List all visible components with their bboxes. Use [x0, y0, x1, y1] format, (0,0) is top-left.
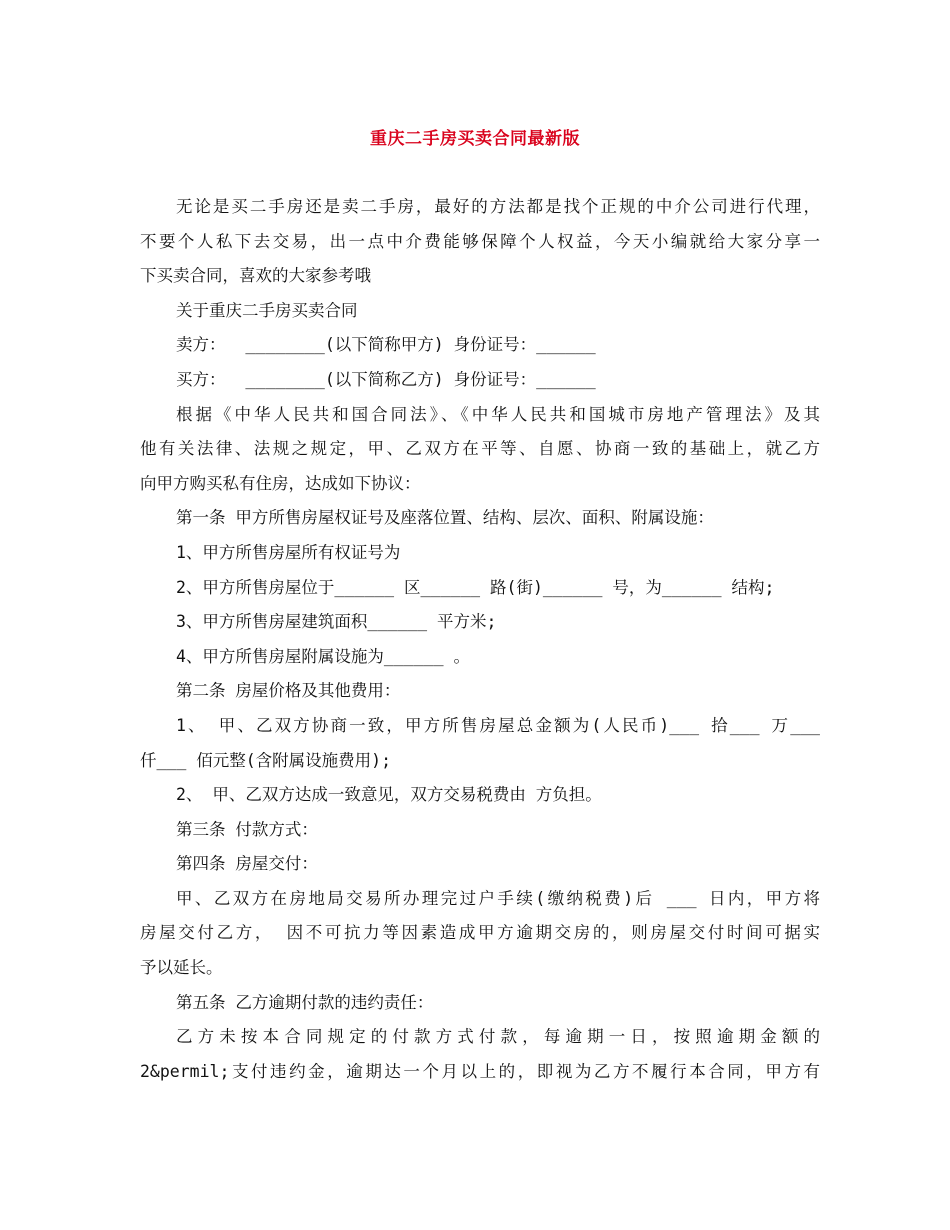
article-heading: 第一条 甲方所售房屋权证号及座落位置、结构、层次、面积、附属设施：	[176, 508, 714, 528]
paragraph-line: 根据《中华人民共和国合同法》、《中华人民共和国城市房地产管理法》及其	[176, 404, 820, 424]
article-heading: 第五条 乙方逾期付款的违约责任：	[176, 992, 434, 1012]
clause-line: 4、甲方所售房屋附属设施为______ 。	[176, 646, 470, 666]
clause-line: 2、 甲、乙双方达成一致意见，双方交易税费由 方负担。	[176, 785, 602, 805]
document-body	[140, 190, 820, 1089]
clause-line: 1、甲方所售房屋所有权证号为	[176, 542, 401, 562]
paragraph-line: 甲、乙双方在房地局交易所办理完过户手续(缴纳税费)后 ___ 日内，甲方将	[176, 888, 820, 908]
document-title: 重庆二手房买卖合同最新版	[370, 129, 580, 149]
clause-line: 2、甲方所售房屋位于______ 区______ 路(街)______ 号，为______ 结构;	[176, 577, 775, 597]
paragraph-line: 予以延长。	[140, 958, 223, 978]
paragraph-line: 无论是买二手房还是卖二手房，最好的方法都是找个正规的中介公司进行代理，	[176, 197, 820, 216]
paragraph-line: 下买卖合同，喜欢的大家参考哦	[140, 266, 371, 286]
clause-line: 3、甲方所售房屋建筑面积______ 平方米;	[176, 612, 497, 632]
article-heading: 第二条 房屋价格及其他费用：	[176, 681, 401, 701]
buyer-field: 买方： ________(以下简称乙方) 身份证号：______	[176, 369, 596, 389]
paragraph-line: 房屋交付乙方， 因不可抗力等因素造成甲方逾期交房的，则房屋交付时间可据实	[140, 923, 820, 943]
section-heading: 关于重庆二手房买卖合同	[176, 300, 358, 320]
article-heading: 第四条 房屋交付：	[176, 854, 318, 874]
paragraph-line: 他有关法律、法规之规定，甲、乙双方在平等、自愿、协商一致的基础上，就乙方	[140, 439, 820, 459]
paragraph-line: 向甲方购买私有住房，达成如下协议：	[140, 473, 421, 493]
paragraph-line: 不要个人私下去交易，出一点中介费能够保障个人权益，今天小编就给大家分享一	[140, 231, 820, 251]
seller-field: 卖方： ________(以下简称甲方) 身份证号：______	[176, 335, 596, 355]
paragraph-line: 乙方未按本合同规定的付款方式付款，每逾期一日，按照逾期金额的	[176, 1027, 820, 1047]
paragraph-line: 2&permil;支付违约金，逾期达一个月以上的，即视为乙方不履行本合同，甲方有	[140, 1061, 820, 1081]
clause-line: 1、 甲、乙双方协商一致，甲方所售房屋总金额为(人民币)___ 拾___ 万___	[176, 715, 820, 735]
clause-line: 仟___ 佰元整(含附属设施费用);	[140, 750, 392, 770]
article-heading: 第三条 付款方式：	[176, 819, 318, 839]
